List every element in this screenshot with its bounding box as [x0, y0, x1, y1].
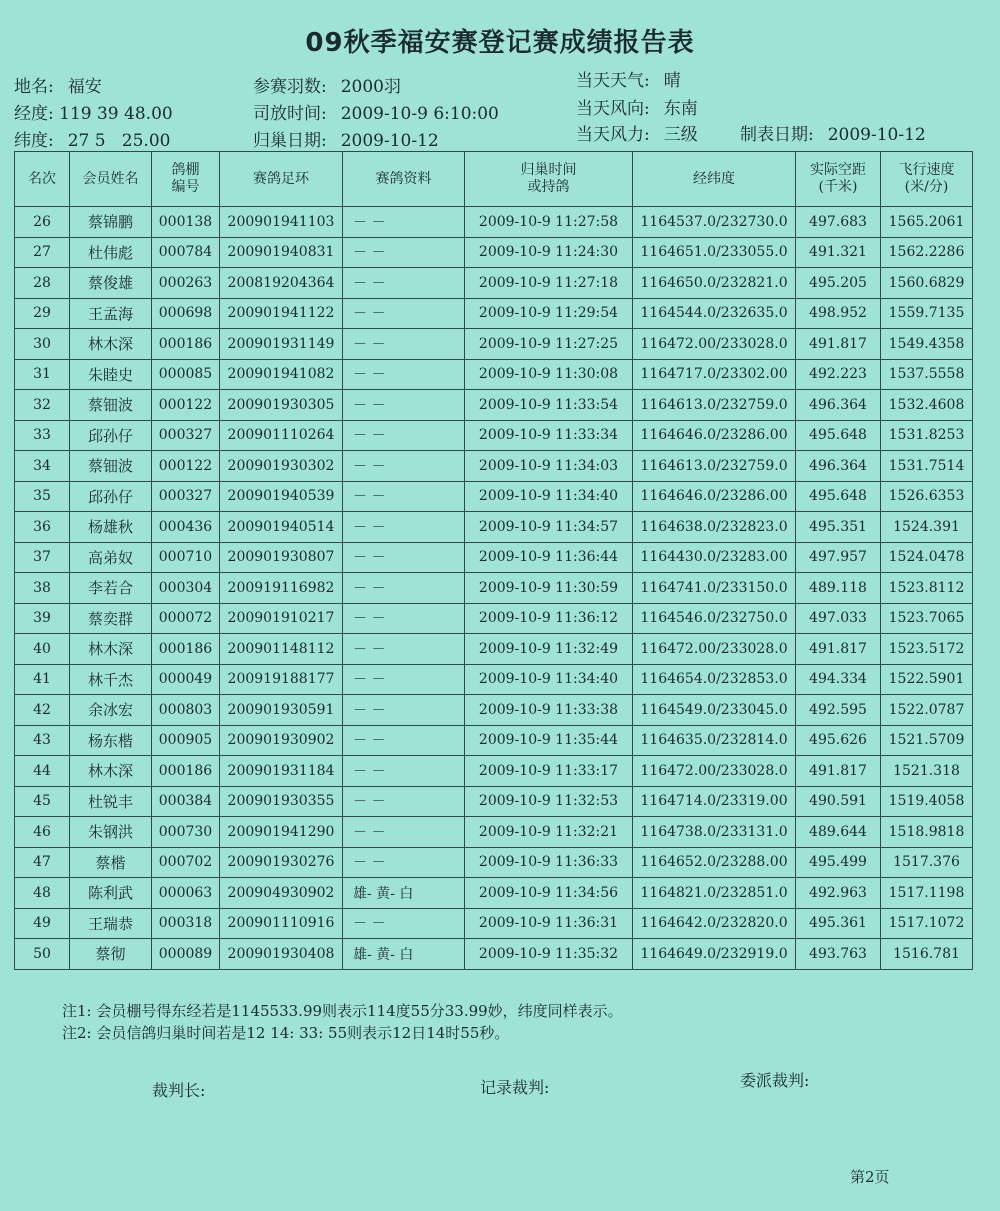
distance-cell: 497.033 — [796, 603, 881, 634]
coordinates-cell: 1164714.0/23319.00 — [633, 786, 796, 817]
member-name-cell: 邱孙仔 — [70, 420, 152, 451]
column-header: 名次 — [15, 152, 70, 207]
rank-cell: 27 — [15, 237, 70, 268]
arrival-time-cell: 2009-10-9 11:32:21 — [465, 817, 633, 848]
coordinates-cell: 1164544.0/232635.0 — [633, 298, 796, 329]
speed-cell: 1524.0478 — [881, 542, 973, 573]
rank-cell: 44 — [15, 756, 70, 787]
loft-id-cell: 000318 — [152, 908, 220, 939]
arrival-time-cell: 2009-10-9 11:27:25 — [465, 329, 633, 360]
coordinates-cell: 1164717.0/23302.00 — [633, 359, 796, 390]
latitude-info: 纬度: 27 5 25.00 — [14, 131, 171, 151]
table-row — [15, 207, 973, 238]
arrival-time-cell: 2009-10-9 11:35:44 — [465, 725, 633, 756]
table-row — [15, 298, 973, 329]
rank-cell: 36 — [15, 512, 70, 543]
table-row — [15, 359, 973, 390]
speed-cell: 1562.2286 — [881, 237, 973, 268]
ring-number-cell: 200901930305 — [220, 390, 343, 421]
arrival-time-cell: 2009-10-9 11:33:34 — [465, 420, 633, 451]
arrival-time-cell: 2009-10-9 11:34:40 — [465, 481, 633, 512]
rank-cell: 48 — [15, 878, 70, 909]
pigeon-info-cell: － － — [343, 512, 465, 543]
loft-id-cell: 000702 — [152, 847, 220, 878]
coordinates-cell: 1164741.0/233150.0 — [633, 573, 796, 604]
table-row — [15, 542, 973, 573]
distance-cell: 492.595 — [796, 695, 881, 726]
ring-number-cell: 200901930302 — [220, 451, 343, 482]
loft-id-cell: 000803 — [152, 695, 220, 726]
table-row — [15, 786, 973, 817]
loft-id-cell: 000698 — [152, 298, 220, 329]
speed-cell: 1559.7135 — [881, 298, 973, 329]
member-name-cell: 蔡彻 — [70, 939, 152, 970]
ring-number-cell: 200901941082 — [220, 359, 343, 390]
arrival-time-cell: 2009-10-9 11:27:58 — [465, 207, 633, 238]
distance-cell: 495.361 — [796, 908, 881, 939]
distance-cell: 498.952 — [796, 298, 881, 329]
arrival-time-cell: 2009-10-9 11:30:08 — [465, 359, 633, 390]
ring-number-cell: 200901940831 — [220, 237, 343, 268]
loft-id-cell: 000122 — [152, 451, 220, 482]
table-row — [15, 817, 973, 848]
speed-cell: 1532.4608 — [881, 390, 973, 421]
table-row — [15, 634, 973, 665]
pigeon-info-cell: － － — [343, 542, 465, 573]
ring-number-cell: 200901930355 — [220, 786, 343, 817]
member-name-cell: 杨雄秋 — [70, 512, 152, 543]
pigeon-info-cell: － － — [343, 237, 465, 268]
ring-number-cell: 200901941290 — [220, 817, 343, 848]
member-name-cell: 王孟海 — [70, 298, 152, 329]
location-info: 地名: 福安 — [14, 77, 102, 97]
pigeon-info-cell: － － — [343, 664, 465, 695]
loft-id-cell: 000436 — [152, 512, 220, 543]
distance-cell: 495.648 — [796, 420, 881, 451]
coordinates-cell: 1164546.0/232750.0 — [633, 603, 796, 634]
ring-number-cell: 200901930591 — [220, 695, 343, 726]
arrival-time-cell: 2009-10-9 11:24:30 — [465, 237, 633, 268]
distance-cell: 495.205 — [796, 268, 881, 299]
distance-cell: 491.817 — [796, 634, 881, 665]
loft-id-cell: 000085 — [152, 359, 220, 390]
distance-cell: 496.364 — [796, 390, 881, 421]
count-info: 参赛羽数: 2000羽 — [253, 77, 401, 97]
column-header: 鸽棚 编号 — [152, 152, 220, 207]
member-name-cell: 王瑞恭 — [70, 908, 152, 939]
coordinates-cell: 1164652.0/23288.00 — [633, 847, 796, 878]
coordinates-cell: 1164651.0/233055.0 — [633, 237, 796, 268]
ring-number-cell: 200901940514 — [220, 512, 343, 543]
speed-cell: 1517.1072 — [881, 908, 973, 939]
ring-number-cell: 200919116982 — [220, 573, 343, 604]
table-row — [15, 573, 973, 604]
speed-cell: 1560.6829 — [881, 268, 973, 299]
arrival-time-cell: 2009-10-9 11:36:44 — [465, 542, 633, 573]
rank-cell: 32 — [15, 390, 70, 421]
pigeon-info-cell: － － — [343, 817, 465, 848]
distance-cell: 495.648 — [796, 481, 881, 512]
pigeon-info-cell: － － — [343, 573, 465, 604]
page-title: 09秋季福安赛登记赛成绩报告表 — [305, 28, 695, 58]
pigeon-info-cell: － － — [343, 390, 465, 421]
table-header-row — [15, 152, 973, 207]
rank-cell: 45 — [15, 786, 70, 817]
coordinates-cell: 1164642.0/232820.0 — [633, 908, 796, 939]
column-header: 归巢时间 或持鸽 — [465, 152, 633, 207]
speed-cell: 1519.4058 — [881, 786, 973, 817]
speed-cell: 1526.6353 — [881, 481, 973, 512]
loft-id-cell: 000063 — [152, 878, 220, 909]
table-row — [15, 939, 973, 970]
arrival-time-cell: 2009-10-9 11:27:18 — [465, 268, 633, 299]
member-name-cell: 高弟奴 — [70, 542, 152, 573]
coordinates-cell: 116472.00/233028.0 — [633, 756, 796, 787]
speed-cell: 1522.0787 — [881, 695, 973, 726]
coordinates-cell: 1164549.0/233045.0 — [633, 695, 796, 726]
speed-cell: 1537.5558 — [881, 359, 973, 390]
arrival-time-cell: 2009-10-9 11:36:31 — [465, 908, 633, 939]
pigeon-info-cell: － － — [343, 786, 465, 817]
member-name-cell: 蔡钿波 — [70, 451, 152, 482]
table-row — [15, 481, 973, 512]
table-row — [15, 512, 973, 543]
member-name-cell: 蔡奕群 — [70, 603, 152, 634]
member-name-cell: 朱钢洪 — [70, 817, 152, 848]
member-name-cell: 陈利武 — [70, 878, 152, 909]
arrival-time-cell: 2009-10-9 11:29:54 — [465, 298, 633, 329]
table-row — [15, 420, 973, 451]
coordinates-cell: 1164430.0/23283.00 — [633, 542, 796, 573]
rank-cell: 50 — [15, 939, 70, 970]
member-name-cell: 邱孙仔 — [70, 481, 152, 512]
speed-cell: 1565.2061 — [881, 207, 973, 238]
member-name-cell: 李若合 — [70, 573, 152, 604]
coordinates-cell: 1164646.0/23286.00 — [633, 481, 796, 512]
member-name-cell: 蔡锦鹏 — [70, 207, 152, 238]
arrival-time-cell: 2009-10-9 11:33:54 — [465, 390, 633, 421]
pigeon-info-cell: 雄- 黄- 白 — [343, 939, 465, 970]
rank-cell: 46 — [15, 817, 70, 848]
pigeon-info-cell: － － — [343, 329, 465, 360]
distance-cell: 491.817 — [796, 756, 881, 787]
speed-cell: 1524.391 — [881, 512, 973, 543]
arrival-time-cell: 2009-10-9 11:34:57 — [465, 512, 633, 543]
member-name-cell: 蔡楷 — [70, 847, 152, 878]
rank-cell: 49 — [15, 908, 70, 939]
coordinates-cell: 1164638.0/232823.0 — [633, 512, 796, 543]
member-name-cell: 林千杰 — [70, 664, 152, 695]
loft-id-cell: 000263 — [152, 268, 220, 299]
speed-cell: 1517.376 — [881, 847, 973, 878]
pigeon-info-cell: － － — [343, 268, 465, 299]
table-row — [15, 237, 973, 268]
loft-id-cell: 000122 — [152, 390, 220, 421]
coordinates-cell: 1164646.0/23286.00 — [633, 420, 796, 451]
arrival-time-cell: 2009-10-9 11:36:12 — [465, 603, 633, 634]
speed-cell: 1549.4358 — [881, 329, 973, 360]
distance-cell: 495.351 — [796, 512, 881, 543]
member-name-cell: 林木深 — [70, 634, 152, 665]
pigeon-info-cell: － － — [343, 725, 465, 756]
pigeon-info-cell: － － — [343, 695, 465, 726]
ring-number-cell: 200901930276 — [220, 847, 343, 878]
note-1: 注1: 会员棚号得东经若是1145533.99则表示114度55分33.99妙，纬度同样表示。 — [62, 1002, 623, 1020]
rank-cell: 47 — [15, 847, 70, 878]
speed-cell: 1523.8112 — [881, 573, 973, 604]
member-name-cell: 杜伟彪 — [70, 237, 152, 268]
speed-cell: 1531.8253 — [881, 420, 973, 451]
distance-cell: 492.963 — [796, 878, 881, 909]
table-row — [15, 908, 973, 939]
rank-cell: 33 — [15, 420, 70, 451]
speed-cell: 1531.7514 — [881, 451, 973, 482]
recorder-signature-label: 记录裁判: — [480, 1078, 550, 1097]
arrival-time-cell: 2009-10-9 11:34:56 — [465, 878, 633, 909]
column-header: 赛鸽足环 — [220, 152, 343, 207]
arrival-time-cell: 2009-10-9 11:35:32 — [465, 939, 633, 970]
coordinates-cell: 1164649.0/232919.0 — [633, 939, 796, 970]
wind-direction-info: 当天风向: 东南 — [576, 99, 698, 119]
ring-number-cell: 200919188177 — [220, 664, 343, 695]
distance-cell: 489.644 — [796, 817, 881, 848]
release-info: 司放时间: 2009-10-9 6:10:00 — [253, 104, 499, 124]
rank-cell: 38 — [15, 573, 70, 604]
column-header: 飞行速度 (米/分) — [881, 152, 973, 207]
ring-number-cell: 200901941122 — [220, 298, 343, 329]
coordinates-cell: 1164537.0/232730.0 — [633, 207, 796, 238]
table-row — [15, 451, 973, 482]
distance-cell: 497.957 — [796, 542, 881, 573]
arrival-time-cell: 2009-10-9 11:30:59 — [465, 573, 633, 604]
distance-cell: 491.321 — [796, 237, 881, 268]
rank-cell: 34 — [15, 451, 70, 482]
pigeon-info-cell: － － — [343, 481, 465, 512]
column-header: 会员姓名 — [70, 152, 152, 207]
table-row — [15, 329, 973, 360]
coordinates-cell: 1164654.0/232853.0 — [633, 664, 796, 695]
loft-id-cell: 000710 — [152, 542, 220, 573]
wind-force-info: 当天风力: 三级 — [576, 125, 698, 145]
return-info: 归巢日期: 2009-10-12 — [253, 131, 439, 151]
loft-id-cell: 000784 — [152, 237, 220, 268]
loft-id-cell: 000384 — [152, 786, 220, 817]
member-name-cell: 林木深 — [70, 756, 152, 787]
loft-id-cell: 000327 — [152, 420, 220, 451]
ring-number-cell: 200904930902 — [220, 878, 343, 909]
ring-number-cell: 200901931149 — [220, 329, 343, 360]
arrival-time-cell: 2009-10-9 11:33:38 — [465, 695, 633, 726]
loft-id-cell: 000905 — [152, 725, 220, 756]
speed-cell: 1522.5901 — [881, 664, 973, 695]
ring-number-cell: 200901941103 — [220, 207, 343, 238]
speed-cell: 1517.1198 — [881, 878, 973, 909]
arrival-time-cell: 2009-10-9 11:36:33 — [465, 847, 633, 878]
rank-cell: 30 — [15, 329, 70, 360]
column-header: 赛鸽资料 — [343, 152, 465, 207]
rank-cell: 40 — [15, 634, 70, 665]
distance-cell: 497.683 — [796, 207, 881, 238]
ring-number-cell: 200819204364 — [220, 268, 343, 299]
member-name-cell: 蔡钿波 — [70, 390, 152, 421]
coordinates-cell: 1164650.0/232821.0 — [633, 268, 796, 299]
loft-id-cell: 000072 — [152, 603, 220, 634]
loft-id-cell: 000304 — [152, 573, 220, 604]
distance-cell: 493.763 — [796, 939, 881, 970]
member-name-cell: 杨东楷 — [70, 725, 152, 756]
notes — [62, 1000, 623, 1044]
rank-cell: 37 — [15, 542, 70, 573]
page-number: 第2页 — [850, 1168, 890, 1186]
distance-cell: 490.591 — [796, 786, 881, 817]
coordinates-cell: 1164613.0/232759.0 — [633, 451, 796, 482]
loft-id-cell: 000049 — [152, 664, 220, 695]
ring-number-cell: 200901930807 — [220, 542, 343, 573]
table-row — [15, 603, 973, 634]
ring-number-cell: 200901930902 — [220, 725, 343, 756]
distance-cell: 495.499 — [796, 847, 881, 878]
table-row — [15, 878, 973, 909]
arrival-time-cell: 2009-10-9 11:34:03 — [465, 451, 633, 482]
loft-id-cell: 000186 — [152, 329, 220, 360]
member-name-cell: 蔡俊雄 — [70, 268, 152, 299]
loft-id-cell: 000186 — [152, 634, 220, 665]
pigeon-info-cell: － － — [343, 603, 465, 634]
longitude-info: 经度: 119 39 48.00 — [14, 104, 173, 124]
ring-number-cell: 200901910217 — [220, 603, 343, 634]
loft-id-cell: 000730 — [152, 817, 220, 848]
coordinates-cell: 1164821.0/232851.0 — [633, 878, 796, 909]
ring-number-cell: 200901110264 — [220, 420, 343, 451]
note-2: 注2: 会员信鸽归巢时间若是12 14: 33: 55则表示12日14时55秒。 — [62, 1024, 510, 1042]
table-row — [15, 756, 973, 787]
loft-id-cell: 000327 — [152, 481, 220, 512]
table-row — [15, 695, 973, 726]
ring-number-cell: 200901930408 — [220, 939, 343, 970]
pigeon-info-cell: － － — [343, 359, 465, 390]
pigeon-info-cell: － － — [343, 420, 465, 451]
coordinates-cell: 1164635.0/232814.0 — [633, 725, 796, 756]
results-table — [14, 151, 973, 970]
table-row — [15, 847, 973, 878]
rank-cell: 31 — [15, 359, 70, 390]
distance-cell: 496.364 — [796, 451, 881, 482]
ring-number-cell: 200901940539 — [220, 481, 343, 512]
member-name-cell: 朱睦史 — [70, 359, 152, 390]
pigeon-info-cell: 雄- 黄- 白 — [343, 878, 465, 909]
distance-cell: 491.817 — [796, 329, 881, 360]
delegate-signature-label: 委派裁判: — [740, 1071, 810, 1090]
made-date-info: 制表日期: 2009-10-12 — [740, 125, 926, 145]
rank-cell: 35 — [15, 481, 70, 512]
coordinates-cell: 1164738.0/233131.0 — [633, 817, 796, 848]
distance-cell: 495.626 — [796, 725, 881, 756]
arrival-time-cell: 2009-10-9 11:33:17 — [465, 756, 633, 787]
referee-signature-label: 裁判长: — [152, 1081, 206, 1100]
pigeon-info-cell: － － — [343, 298, 465, 329]
arrival-time-cell: 2009-10-9 11:34:40 — [465, 664, 633, 695]
rank-cell: 26 — [15, 207, 70, 238]
arrival-time-cell: 2009-10-9 11:32:49 — [465, 634, 633, 665]
table-row — [15, 664, 973, 695]
rank-cell: 41 — [15, 664, 70, 695]
column-header: 经纬度 — [633, 152, 796, 207]
table-row — [15, 390, 973, 421]
rank-cell: 28 — [15, 268, 70, 299]
weather-info: 当天天气: 晴 — [576, 71, 681, 91]
member-name-cell: 杜锐丰 — [70, 786, 152, 817]
loft-id-cell: 000089 — [152, 939, 220, 970]
rank-cell: 42 — [15, 695, 70, 726]
speed-cell: 1523.7065 — [881, 603, 973, 634]
loft-id-cell: 000138 — [152, 207, 220, 238]
distance-cell: 492.223 — [796, 359, 881, 390]
pigeon-info-cell: － － — [343, 207, 465, 238]
table-row — [15, 268, 973, 299]
pigeon-info-cell: － － — [343, 756, 465, 787]
speed-cell: 1518.9818 — [881, 817, 973, 848]
ring-number-cell: 200901931184 — [220, 756, 343, 787]
coordinates-cell: 116472.00/233028.0 — [633, 634, 796, 665]
pigeon-info-cell: － － — [343, 634, 465, 665]
rank-cell: 29 — [15, 298, 70, 329]
ring-number-cell: 200901110916 — [220, 908, 343, 939]
pigeon-info-cell: － － — [343, 451, 465, 482]
speed-cell: 1523.5172 — [881, 634, 973, 665]
member-name-cell: 林木深 — [70, 329, 152, 360]
table-row — [15, 725, 973, 756]
ring-number-cell: 200901148112 — [220, 634, 343, 665]
speed-cell: 1516.781 — [881, 939, 973, 970]
column-header: 实际空距 (千米) — [796, 152, 881, 207]
member-name-cell: 余冰宏 — [70, 695, 152, 726]
loft-id-cell: 000186 — [152, 756, 220, 787]
coordinates-cell: 1164613.0/232759.0 — [633, 390, 796, 421]
arrival-time-cell: 2009-10-9 11:32:53 — [465, 786, 633, 817]
distance-cell: 489.118 — [796, 573, 881, 604]
coordinates-cell: 116472.00/233028.0 — [633, 329, 796, 360]
pigeon-info-cell: － － — [343, 908, 465, 939]
speed-cell: 1521.318 — [881, 756, 973, 787]
speed-cell: 1521.5709 — [881, 725, 973, 756]
pigeon-info-cell: － － — [343, 847, 465, 878]
rank-cell: 39 — [15, 603, 70, 634]
rank-cell: 43 — [15, 725, 70, 756]
distance-cell: 494.334 — [796, 664, 881, 695]
